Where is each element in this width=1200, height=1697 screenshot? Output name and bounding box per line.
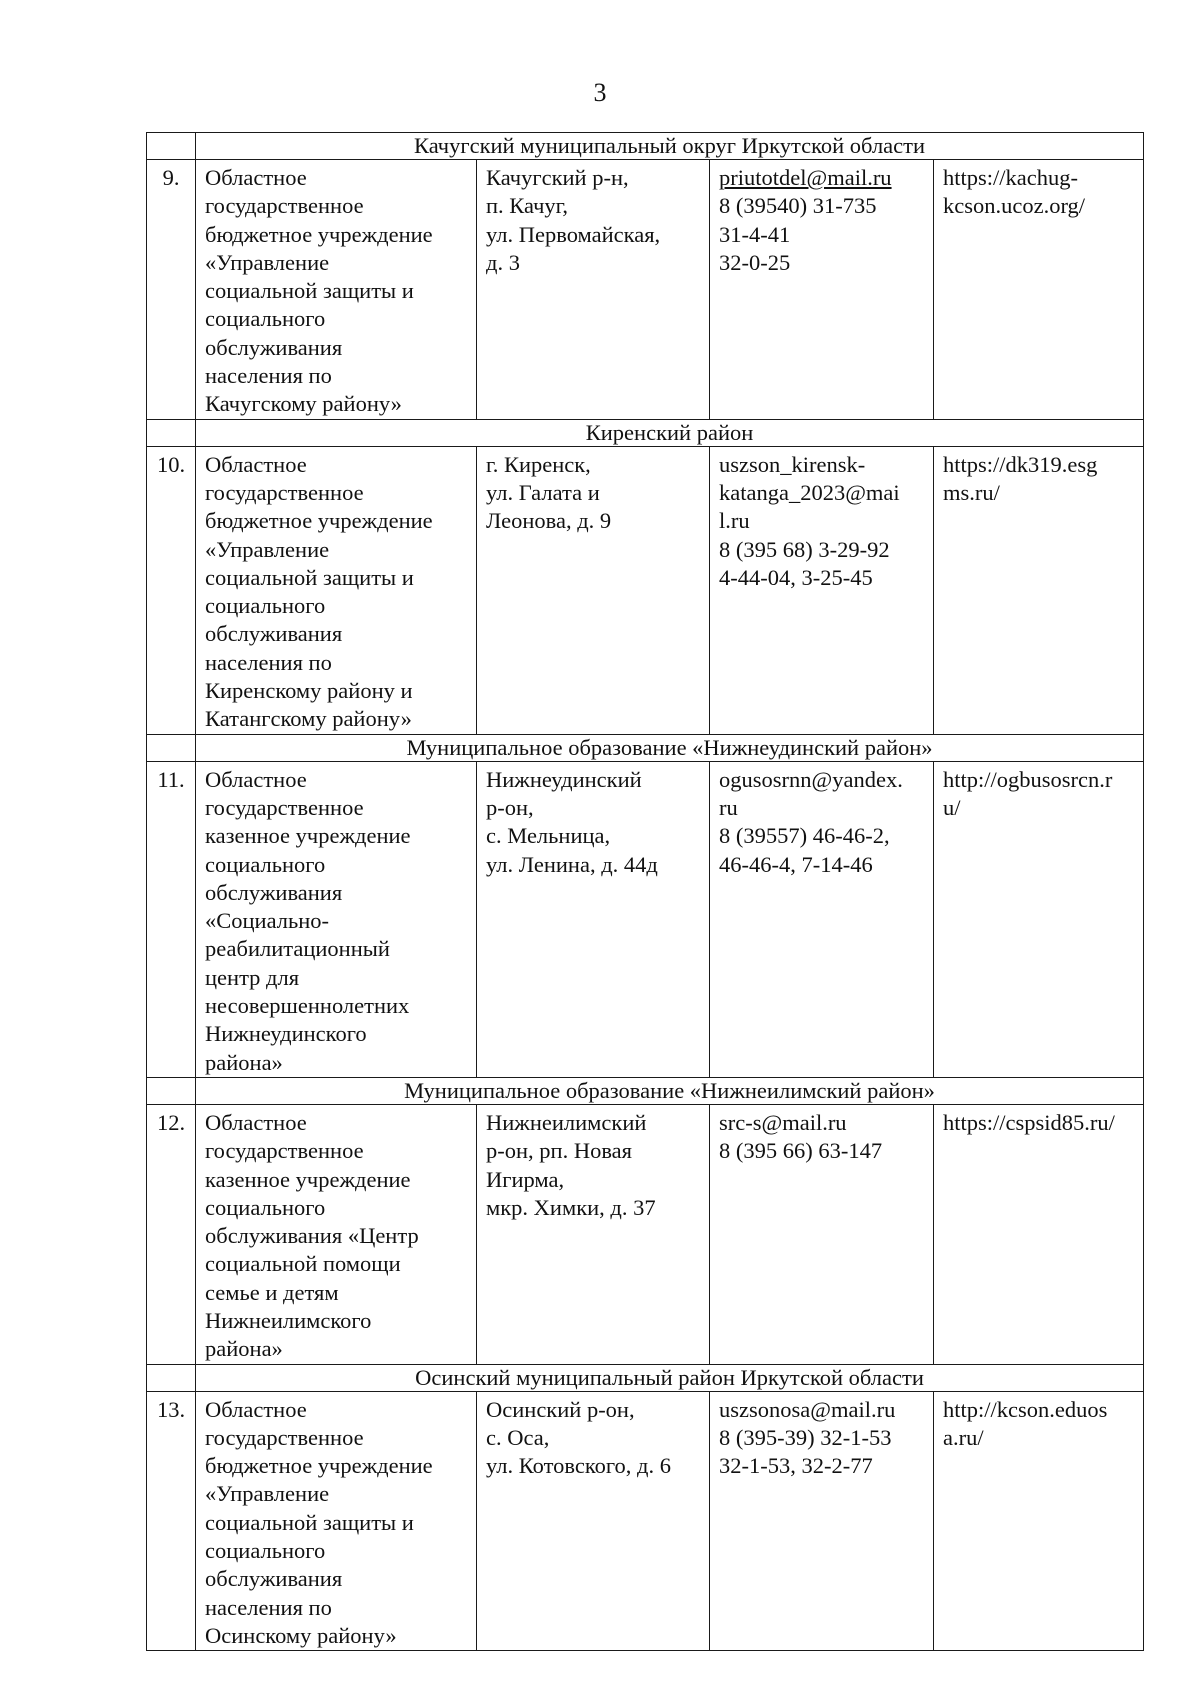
website-link[interactable]: http://kcson.eduos a.ru/: [934, 1391, 1144, 1651]
region-title: Киренский район: [196, 419, 1144, 446]
region-title: Муниципальное образование «Нижнеудинский район»: [196, 734, 1144, 761]
row-number: 13.: [147, 1391, 196, 1651]
institution-address: Нижнеилимский р-он, рп. Новая Игирма, мкр. Химки, д. 37: [477, 1104, 710, 1364]
email-link[interactable]: uszsonosa@mail.ru: [719, 1396, 896, 1422]
email-link[interactable]: ogusosrnn@yandex. ru: [719, 766, 903, 820]
institution-name: Областное государственное бюджетное учреждение «Управление социальной защиты и социального обслуживания населения по Качугскому району»: [196, 160, 477, 420]
region-title: Осинский муниципальный район Иркутской области: [196, 1364, 1144, 1391]
row-number: 9.: [147, 160, 196, 420]
region-title: Качугский муниципальный округ Иркутской области: [196, 133, 1144, 160]
institution-address: г. Киренск, ул. Галата и Леонова, д. 9: [477, 446, 710, 734]
table-row: [147, 1391, 1144, 1651]
phone-numbers: 8 (39540) 31-735 31-4-41 32-0-25: [719, 193, 877, 275]
phone-numbers: 8 (395 68) 3-29-92 4-44-04, 3-25-45: [719, 536, 890, 590]
table-row: [147, 1104, 1144, 1364]
region-num-cell: [147, 1364, 196, 1391]
contacts-cell: [710, 1104, 934, 1364]
institution-address: Осинский р-он, с. Оса, ул. Котовского, д. 6: [477, 1391, 710, 1651]
website-link[interactable]: https://dk319.esg ms.ru/: [934, 446, 1144, 734]
region-num-cell: [147, 1077, 196, 1104]
website-link[interactable]: https://kachug- kcson.ucoz.org/: [934, 160, 1144, 420]
row-number: 11.: [147, 761, 196, 1077]
contacts-cell: [710, 446, 934, 734]
contacts-cell: [710, 1391, 934, 1651]
row-number: 12.: [147, 1104, 196, 1364]
institution-name: Областное государственное бюджетное учреждение «Управление социальной защиты и социального обслуживания населения по Киренскому району и Катангскому району»: [196, 446, 477, 734]
email-link[interactable]: uszson_kirensk- katanga_2023@mai l.ru: [719, 451, 900, 534]
phone-numbers: 8 (395 66) 63-147: [719, 1138, 883, 1164]
phone-numbers: 8 (395-39) 32-1-53 32-1-53, 32-2-77: [719, 1424, 892, 1479]
table-row: [147, 160, 1144, 420]
region-num-cell: [147, 419, 196, 446]
email-link[interactable]: priutotdel@mail.ru: [719, 165, 892, 190]
table-row: [147, 446, 1144, 734]
contacts-cell: [710, 160, 934, 420]
institution-name: Областное государственное казенное учреждение социального обслуживания «Социально- реабилитационный центр для несовершеннолетних Нижнеудинского района»: [196, 761, 477, 1077]
email-link[interactable]: src-s@mail.ru: [719, 1109, 847, 1135]
contacts-cell: [710, 761, 934, 1077]
institutions-table: [146, 132, 1144, 1651]
institution-name: Областное государственное бюджетное учреждение «Управление социальной защиты и социального обслуживания населения по Осинскому району»: [196, 1391, 477, 1651]
phone-numbers: 8 (39557) 46-46-2, 46-46-4, 7-14-46: [719, 823, 890, 877]
website-link[interactable]: https://cspsid85.ru/: [934, 1104, 1144, 1364]
region-num-cell: [147, 133, 196, 160]
institution-address: Нижнеудинский р-он, с. Мельница, ул. Ленина, д. 44д: [477, 761, 710, 1077]
row-number: 10.: [147, 446, 196, 734]
region-row: [147, 734, 1144, 761]
region-row: [147, 133, 1144, 160]
website-link[interactable]: http://ogbusosrcn.r u/: [934, 761, 1144, 1077]
table-row: [147, 761, 1144, 1077]
institution-name: Областное государственное казенное учреждение социального обслуживания «Центр социальной помощи семье и детям Нижнеилимского района»: [196, 1104, 477, 1364]
region-title: Муниципальное образование «Нижнеилимский район»: [196, 1077, 1144, 1104]
region-row: [147, 419, 1144, 446]
region-num-cell: [147, 734, 196, 761]
region-row: [147, 1364, 1144, 1391]
region-row: [147, 1077, 1144, 1104]
institution-address: Качугский р-н, п. Качуг, ул. Первомайская, д. 3: [477, 160, 710, 420]
page-number: 3: [593, 78, 607, 107]
